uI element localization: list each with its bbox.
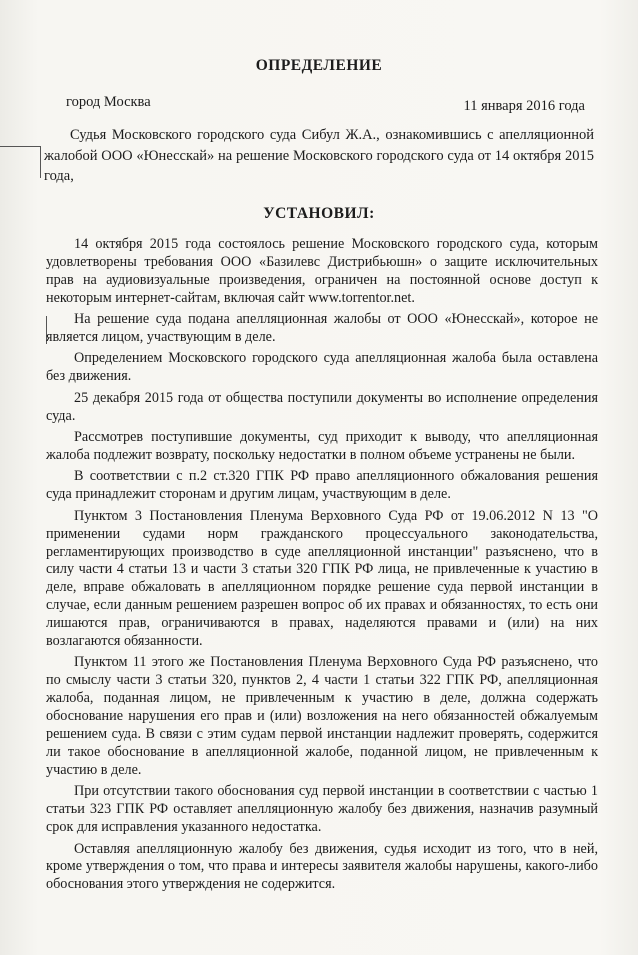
section-heading: УСТАНОВИЛ: xyxy=(263,205,375,222)
paragraph: Определением Московского городского суда апелляционная жалоба была оставлена без движения. xyxy=(46,350,598,385)
document-title: ОПРЕДЕЛЕНИЕ xyxy=(255,57,383,74)
scan-mark-top xyxy=(0,146,40,147)
document-date: 11 января 2016 года xyxy=(463,98,585,114)
intro-paragraph: Судья Московского городского суда Сибул Ж.А., ознакомившись с апелляционной жалобой ООО «Юнесскай» на решение Московского городского суда от 14 октября 2015 года, xyxy=(44,127,594,184)
document-city: город Москва xyxy=(66,94,151,110)
document-body xyxy=(46,236,598,898)
paragraph: На решение суда подана апелляционная жалобы от ООО «Юнесскай», которое не является лицом, участвующим в деле. xyxy=(46,311,598,346)
paragraph: Рассмотрев поступившие документы, суд приходит к выводу, что апелляционная жалоба подлежит возврату, поскольку недостатки в полном объеме устранены не были. xyxy=(46,429,598,463)
paragraph: При отсутствии такого обоснования суд первой инстанции в соответствии с частью 1 статьи 323 ГПК РФ оставляет апелляционную жалобу без движения, назначив разумный срок для исправления указанного недостатка. xyxy=(46,783,598,836)
scan-mark-vertical xyxy=(40,146,41,178)
paragraph: Пунктом 3 Постановления Пленума Верховного Суда РФ от 19.06.2012 N 13 "О применении судами норм гражданского процессуального законодательства, регламентирующих производство в суде апелляционной инстанции" разъяснено, что в силу части 4 статьи 13 и части 3 статьи 320 ГПК РФ лица, не привлеченные к участию в деле, вправе обжаловать в апелляционном порядке решение суда первой инстанции в случае, если данным решением разрешен вопрос об их правах и обязанностях, то есть они лишаются прав, ограничиваются в правах, наделяются правами и (или) на них возлагаются обязанности. xyxy=(46,507,598,650)
paragraph: В соответствии с п.2 ст.320 ГПК РФ право апелляционного обжалования решения суда принадлежит сторонам и другим лицам, участвующим в деле. xyxy=(46,468,598,503)
paragraph: Оставляя апелляционную жалобу без движения, судья исходит из того, что в ней, кроме утверждения о том, что права и интересы заявителя жалобы нарушены, какого-либо обоснования этого утверждения не содержится. xyxy=(46,840,598,893)
paragraph: 25 декабря 2015 года от общества поступили документы во исполнение определения суда. xyxy=(46,389,598,424)
paragraph: Пунктом 11 этого же Постановления Пленума Верховного Суда РФ разъяснено, что по смыслу части 3 статьи 320, пунктов 2, 4 части 1 статьи 322 ГПК РФ, апелляционная жалоба, поданная лицом, не привлеченным к участию в деле, должна содержать обоснование нарушения его прав и (или) возложения на него обязанностей обжалуемым решением суда. В связи с этим судам первой инстанции надлежит проверять, содержится ли такое обоснование в апелляционной жалобе, поданной лицом, не привлеченным к участию в деле. xyxy=(46,654,598,778)
paragraph: 14 октября 2015 года состоялось решение Московского городского суда, которым удовлетворены требования ООО «Базилевс Дистрибьюшн» о защите исключительных прав на аудиовизуальные произведения, ограничен на постоянной основе доступ к некоторым интернет-сайтам, включая сайт www.torrentor.net. xyxy=(46,236,598,306)
